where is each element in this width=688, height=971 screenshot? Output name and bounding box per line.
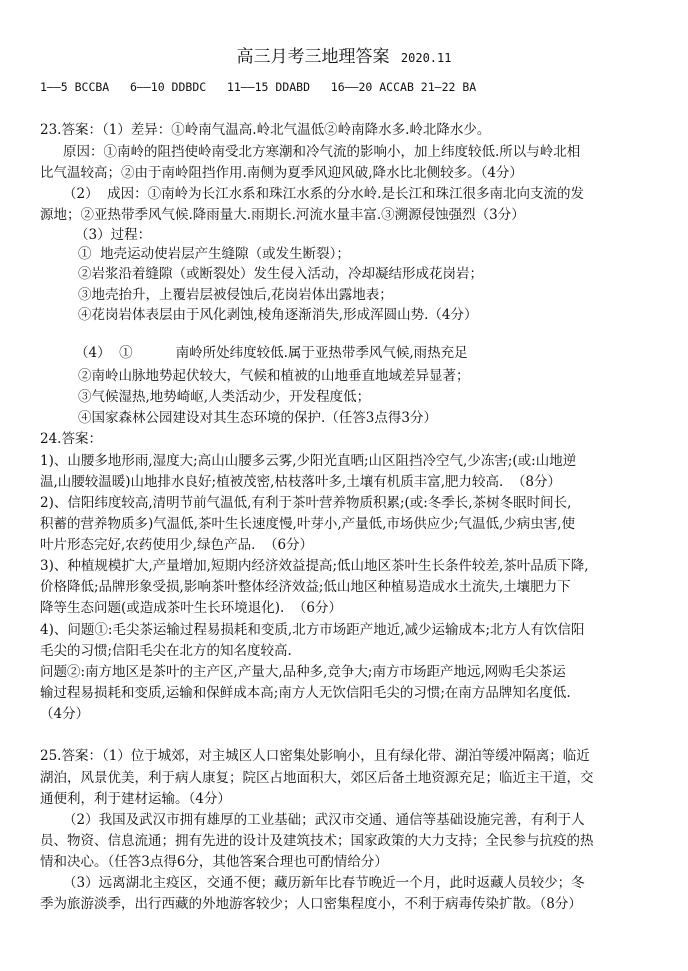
q24-text-line: 降等生态问题(或造成茶叶生长环境退化). （6分） xyxy=(40,600,342,616)
title-date: 2020.11 xyxy=(400,51,452,65)
q23-text-line: 源地；②亚热带季风气候.降雨量大.雨期长.河流水量丰富.③溯源侵蚀强烈（3分） xyxy=(40,207,525,223)
q24-text-line: 问题②:南方地区是茶叶的主产区,产量大,品种多,竞争大;南方市场距产地远,网购毛尖茶运 xyxy=(40,664,566,680)
q24-text-line: 毛尖的习惯;信阳毛尖在北方的知名度较高. xyxy=(40,643,292,659)
q23-text-line: 比气温较高；②由于南岭阻挡作用.南侧为夏季风迎风破,降水比北侧较多。（4分） xyxy=(40,165,523,181)
q24-text-line: （4分） xyxy=(40,706,90,722)
q24-heading: 24.答案： xyxy=(40,431,102,447)
q25-text-line: 员、物资、信息流通；拥有先进的设计及建筑技术；国家政策的大力支持；全民参与抗疫的热 xyxy=(40,833,594,849)
q23-text-line: ③地壳抬升，上覆岩层被侵蚀后,花岗岩体出露地表； xyxy=(78,287,393,303)
q23-heading: 23.答案：（1）差异：①岭南气温高.岭北气温低②岭南降水多.岭北降水少。 xyxy=(40,122,491,138)
q24-text-line: 2)、信阳纬度较高,清明节前气温低,有利于茶叶营养物质积累;(或:冬季长,茶树冬眠时间长, xyxy=(40,495,572,511)
q23-text-line: 原因：①南岭的阻挡使岭南受北方寒潮和冷气流的影响小，加上纬度较低.所以与岭北相 xyxy=(63,144,581,160)
q25-text-line: 湖泊，风景优美，利于病人康复；院区占地面积大，郊区后备土地资源充足；临近主干道，交 xyxy=(40,770,594,786)
q25-text-line: （2）我国及武汉市拥有雄厚的工业基础；武汉市交通、通信等基础设施完善，有利于人 xyxy=(63,812,585,828)
q24-text-line: 积蓄的营养物质多)气温低,茶叶生长速度慢,叶芽小,产量低,市场供应少;气温低,少病虫害,使 xyxy=(40,516,576,532)
q25-heading: 25.答案：（1）位于城郊，对主城区人口密集处影响小，且有绿化带、湖泊等缓冲隔离；临近 xyxy=(40,748,590,764)
q23-text-line: ④花岗岩体表层由于风化剥蚀,棱角逐渐消失,形成浑圆山势.（4分） xyxy=(78,307,478,323)
document-title xyxy=(0,42,688,67)
q24-text-line: 1)、山腰多地形雨,湿度大;高山山腰多云雾,少阳光直晒;山区阻挡冷空气,少冻害;(或:山地逆 xyxy=(40,453,577,469)
q25-text-line: 情和决心。（任答3点得6分，其他答案合理也可酌情给分） xyxy=(40,854,388,870)
q23-text-line: （3）过程： xyxy=(75,227,152,243)
multiple-choice-answers: 1——5 BCCBA 6——10 DDBDC 11——15 DDABD 16——20 ACCAB 21—22 BA xyxy=(40,80,477,94)
q23-text-line: ②岩浆沿着缝隙（或断裂处）发生侵入活动，冷却凝结形成花岗岩； xyxy=(78,266,483,282)
q23-text-line: （4） ① 南岭所处纬度较低.属于亚热带季风气候,雨热充足 xyxy=(75,345,468,361)
q24-text-line: 4)、问题①:毛尖茶运输过程易损耗和变质,北方市场距产地近,减少运输成本;北方人有饮信阳 xyxy=(40,622,585,638)
title-text: 高三月考三地理答案 xyxy=(236,47,390,67)
q25-text-line: 季为旅游淡季，出行西藏的外地游客较少；人口密集程度小，不利于病毒传染扩散。（8分） xyxy=(40,896,582,912)
q23-text-line: ③气候湿热,地势崎岖,人类活动少，开发程度低； xyxy=(78,389,371,405)
q23-text-line: ① 地壳运动使岩层产生缝隙（或发生断裂）； xyxy=(78,246,350,262)
q25-text-line: 通便利，利于建材运输。（4分） xyxy=(40,791,231,807)
q24-text-line: 3)、种植规模扩大,产量增加,短期内经济效益提高;低山地区茶叶生长条件较差,茶叶品质下降, xyxy=(40,558,589,574)
q24-text-line: 温,山腰较温暖)山地排水良好;植被茂密,枯枝落叶多,土壤有机质丰富,肥力较高. （8分） xyxy=(40,474,561,490)
q24-text-line: 输过程易损耗和变质,运输和保鲜成本高;南方人无饮信阳毛尖的习惯;在南方品牌知名度低. xyxy=(40,685,571,701)
q23-text-line: ④国家森林公园建设对其生态环境的保护.（任答3点得3分） xyxy=(78,410,437,426)
q23-text-line: （2） 成因：①南岭为长江水系和珠江水系的分水岭.是长江和珠江很多南北向支流的发 xyxy=(63,186,584,202)
q24-text-line: 叶片形态完好,农药使用少,绿色产品. （6分） xyxy=(40,537,314,553)
q25-text-line: （3）远离湖北主疫区，交通不便；藏历新年比春节晚近一个月，此时返藏人员较少；冬 xyxy=(63,875,585,891)
q23-text-line: ②南岭山脉地势起伏较大，气候和植被的山地垂直地域差异显著； xyxy=(78,368,470,384)
q24-text-line: 价格降低;品牌形象受损,影响茶叶整体经济效益;低山地区种植易造成水土流失,土壤肥力下 xyxy=(40,579,571,595)
